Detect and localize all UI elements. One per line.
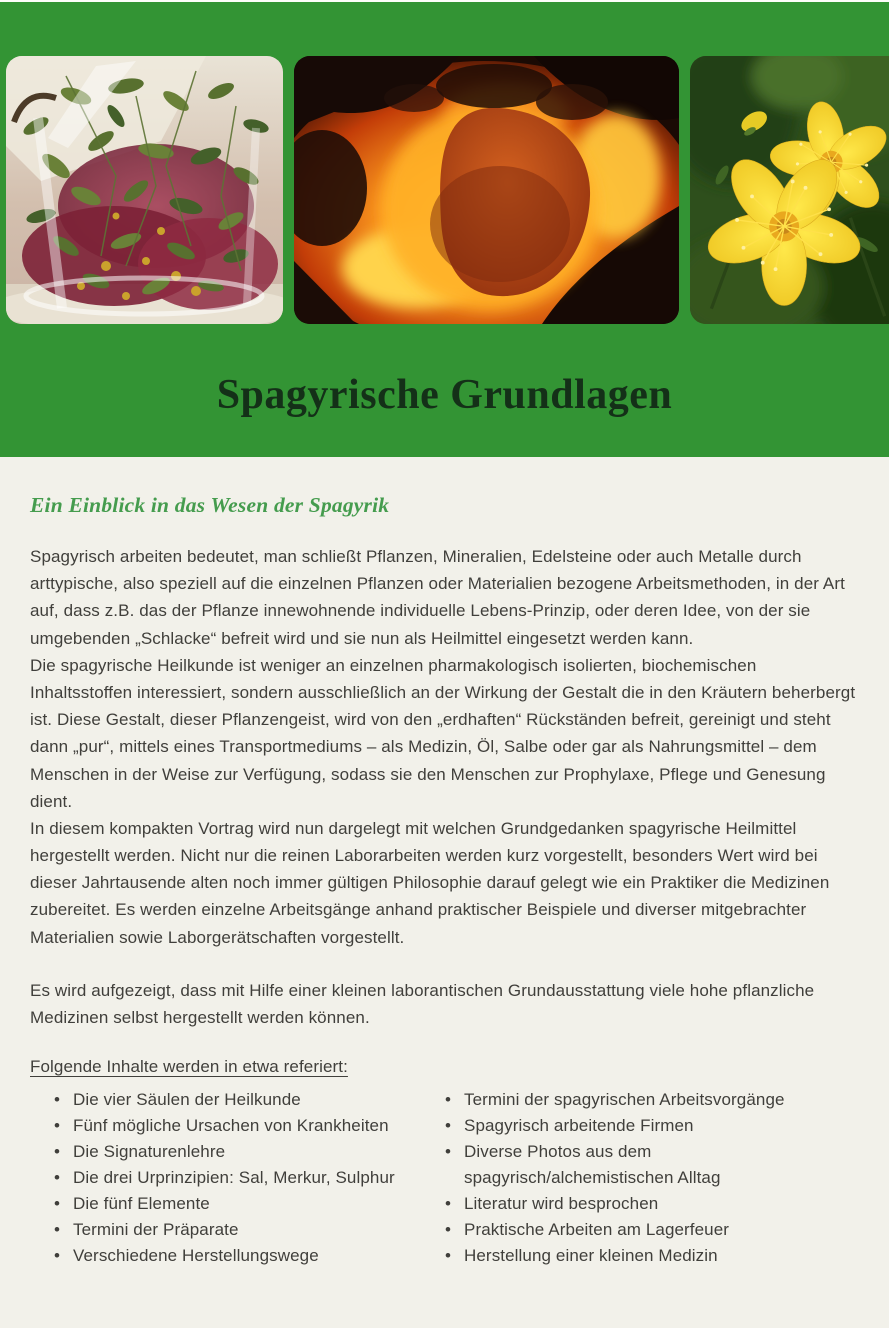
intro-heading: Ein Einblick in das Wesen der Spagyrik: [30, 493, 390, 517]
topic-item: • Praktische Arbeiten am Lagerfeuer: [443, 1217, 860, 1243]
body-paragraph: Spagyrisch arbeiten bedeutet, man schließt Pflanzen, Mineralien, Edelsteine oder auch Metalle durch arttypische, also speziell auf die einzelnen Pflanzen oder Materialien bezogene Arbeitsmethoden, in der Art auf, dass z.B. das der Pflanze innewohnende individuelle Lebens-Prinzip, oder deren Idee, von der sie umgebenden „Schlacke“ befreit wird und sie nun als Heilmittel eingesetzt werden kann.: [30, 547, 845, 648]
crucible-fire-illustration: [294, 56, 679, 324]
topic-item: • Die drei Urprinzipien: Sal, Merkur, Sulphur: [52, 1165, 443, 1191]
topics-list-left: [30, 1087, 443, 1269]
topics-list-right: [443, 1087, 860, 1269]
header-banner: [0, 2, 889, 457]
page-title: Spagyrische Grundlagen: [216, 372, 673, 418]
topic-item: • Die fünf Elemente: [52, 1191, 443, 1217]
topic-item: • Termini der spagyrischen Arbeitsvorgänge: [443, 1087, 860, 1113]
topic-item: • Verschiedene Herstellungswege: [52, 1243, 443, 1269]
maceration-jar-illustration: [6, 56, 283, 324]
topic-item: • Diverse Photos aus dem spagyrisch/alchemistischen Alltag: [443, 1139, 860, 1191]
body-paragraph: Die spagyrische Heilkunde ist weniger an einzelnen pharmakologisch isolierten, biochemischen Inhaltsstoffen interessiert, sondern ausschließlich an der Wirkung der Gestalt die in den Kräutern beherbergt ist. Diese Gestalt, dieser Pflanzengeist, wird von den „erdhaften“ Rückständen befreit, gereinigt und steht dann „pur“, mittels eines Transportmediums – als Medizin, Öl, Salbe oder gar als Nahrungsmittel – dem Menschen in der Weise zur Verfügung, sodass sie den Menschen zur Prophylaxe, Pflege und Genesung dient.: [30, 655, 856, 811]
body-text-block: [30, 543, 860, 1077]
topic-item: • Literatur wird besprochen: [443, 1191, 860, 1217]
crucible-fire-photo: [294, 56, 679, 324]
st-johns-wort-illustration: [690, 56, 889, 324]
content: [0, 457, 889, 1269]
topic-item: • Spagyrisch arbeitende Firmen: [443, 1113, 860, 1139]
topics-columns: [30, 1087, 860, 1269]
topic-item: • Fünf mögliche Ursachen von Krankheiten: [52, 1113, 443, 1139]
topic-item: • Die vier Säulen der Heilkunde: [52, 1087, 443, 1113]
topic-item: • Herstellung einer kleinen Medizin: [443, 1243, 860, 1269]
st-johns-wort-flower-photo: [690, 56, 889, 324]
list-heading: Folgende Inhalte werden in etwa referiert:: [30, 1057, 348, 1077]
topic-item: • Die Signaturenlehre: [52, 1139, 443, 1165]
body-paragraph: In diesem kompakten Vortrag wird nun dargelegt mit welchen Grundgedanken spagyrische Heilmittel hergestellt werden. Nicht nur die reinen Laborarbeiten werden kurz vorgestellt, besonders Wert wird bei dieser Jahrtausende alten noch immer gültigen Philosophie darauf gelegt wie ein Praktiker die Medizinen zubereitet. Es werden einzelne Arbeitsgänge anhand praktischer Beispiele und diverser mitgebrachter Materialien sowie Laborgerätschaften vorgestellt.: [30, 818, 830, 947]
maceration-jar-photo: [6, 56, 283, 324]
body-paragraph: Es wird aufgezeigt, dass mit Hilfe einer kleinen laborantischen Grundausstattung viele hohe pflanzliche Medizinen selbst hergestellt werden können.: [30, 980, 815, 1027]
topic-item: • Termini der Präparate: [52, 1217, 443, 1243]
photo-strip: [0, 2, 889, 324]
